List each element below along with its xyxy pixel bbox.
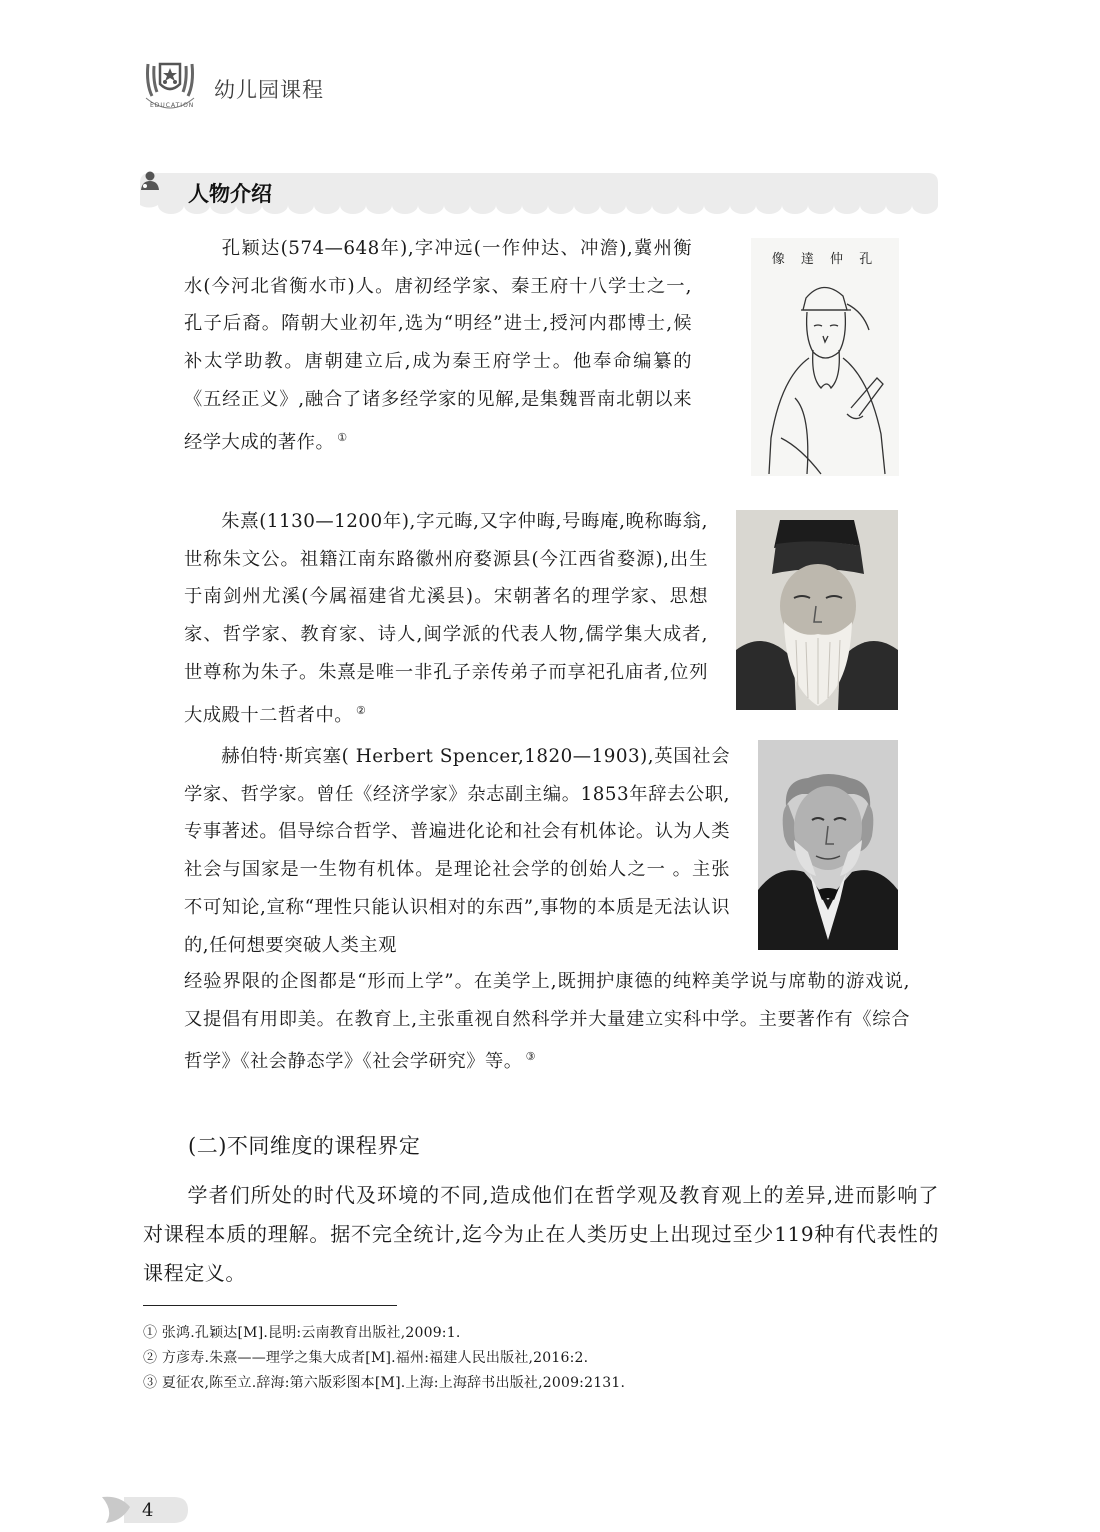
section-title-bar [140,171,938,217]
bio-text: 经验界限的企图都是“形而上学”。在美学上,既拥护康德的纯粹美学说与席勒的游戏说,又提倡有用即美。在教育上,主张重视自然科学并大量建立实科中学。主要著作有《综合哲学》《社会静态学》《社会学研究》等。 [184,971,910,1073]
person-icon [140,171,162,191]
footnote-ref: ① [337,430,348,444]
bio-text: 孔颖达(574—648年),字冲远(一作仲达、冲澹),冀州衡水(今河北省衡水市)人。唐初经学家、秦王府十八学士之一,孔子后裔。隋朝大业初年,选为“明经”进士,授河内郡博士,候补太学助教。唐朝建立后,成为秦王府学士。他奉命编纂的《五经正义》,融合了诸多经学家的见解,是集魏晋南北朝以来经学大成的著作。 [184,238,692,453]
footnote-ref: ③ [525,1050,536,1064]
subsection-heading: (二)不同维度的课程界定 [188,1134,421,1158]
body-paragraph [143,1176,939,1293]
footnote-ref: ② [356,703,367,717]
footnote-3: ③ 夏征农,陈至立.辞海:第六版彩图本[M].上海:上海辞书出版社,2009:2131. [143,1375,626,1391]
portrait-caption: 孔 仲 達 像 [771,252,879,267]
education-logo [138,58,202,118]
bio-zhu-xi [184,503,708,734]
paragraph-text: 学者们所处的时代及环境的不同,造成他们在哲学观及教育观上的差异,进而影响了对课程本质的理解。据不完全统计,迄今为止在人类历史上出现过至少119种有代表性的课程定义。 [143,1183,939,1285]
portrait-zhu-xi [736,510,898,710]
section-title: 人物介绍 [188,182,272,206]
footnote-2: ② 方彦寿.朱熹——理学之集大成者[M].福州:福建人民出版社,2016:2. [143,1350,589,1366]
bio-herbert-spencer-continued [184,963,910,1081]
portrait-kong-yingda [751,238,899,476]
portrait-herbert-spencer [758,740,898,950]
bio-text: 朱熹(1130—1200年),字元晦,又字仲晦,号晦庵,晚称晦翁,世称朱文公。祖籍江南东路徽州府婺源县(今江西省婺源),出生于南剑州尤溪(今属福建省尤溪县)。宋朝著名的理学家、思想家、哲学家、教育家、诗人,闽学派的代表人物,儒学集大成者,世尊称为朱子。朱熹是唯一非孔子亲传弟子而享祀孔庙者,位列大成殿十二哲者中。 [184,511,708,726]
page-number: 4 [142,1500,154,1521]
bio-text: 赫伯特·斯宾塞( Herbert Spencer,1820—1903),英国社会学家、哲学家。曾任《经济学家》杂志副主编。1853年辞去公职,专事著述。倡导综合哲学、普遍进化论和社会有机体论。认为人类社会与国家是一生物有机体。是理论社会学的创始人之一 。主张不可知论,宣称“理性只能认识相对的东西”,事物的本质是无法认识的,任何想要突破人类主观 [184,746,730,956]
bio-kong-yingda [184,230,692,461]
footnote-1: ① 张鸿.孔颖达[M].昆明:云南教育出版社,2009:1. [143,1325,461,1341]
logo-text: EDUCATION [150,102,195,109]
header-title: 幼儿园课程 [214,78,324,102]
footnote-divider [143,1305,397,1306]
bio-herbert-spencer [184,738,730,964]
